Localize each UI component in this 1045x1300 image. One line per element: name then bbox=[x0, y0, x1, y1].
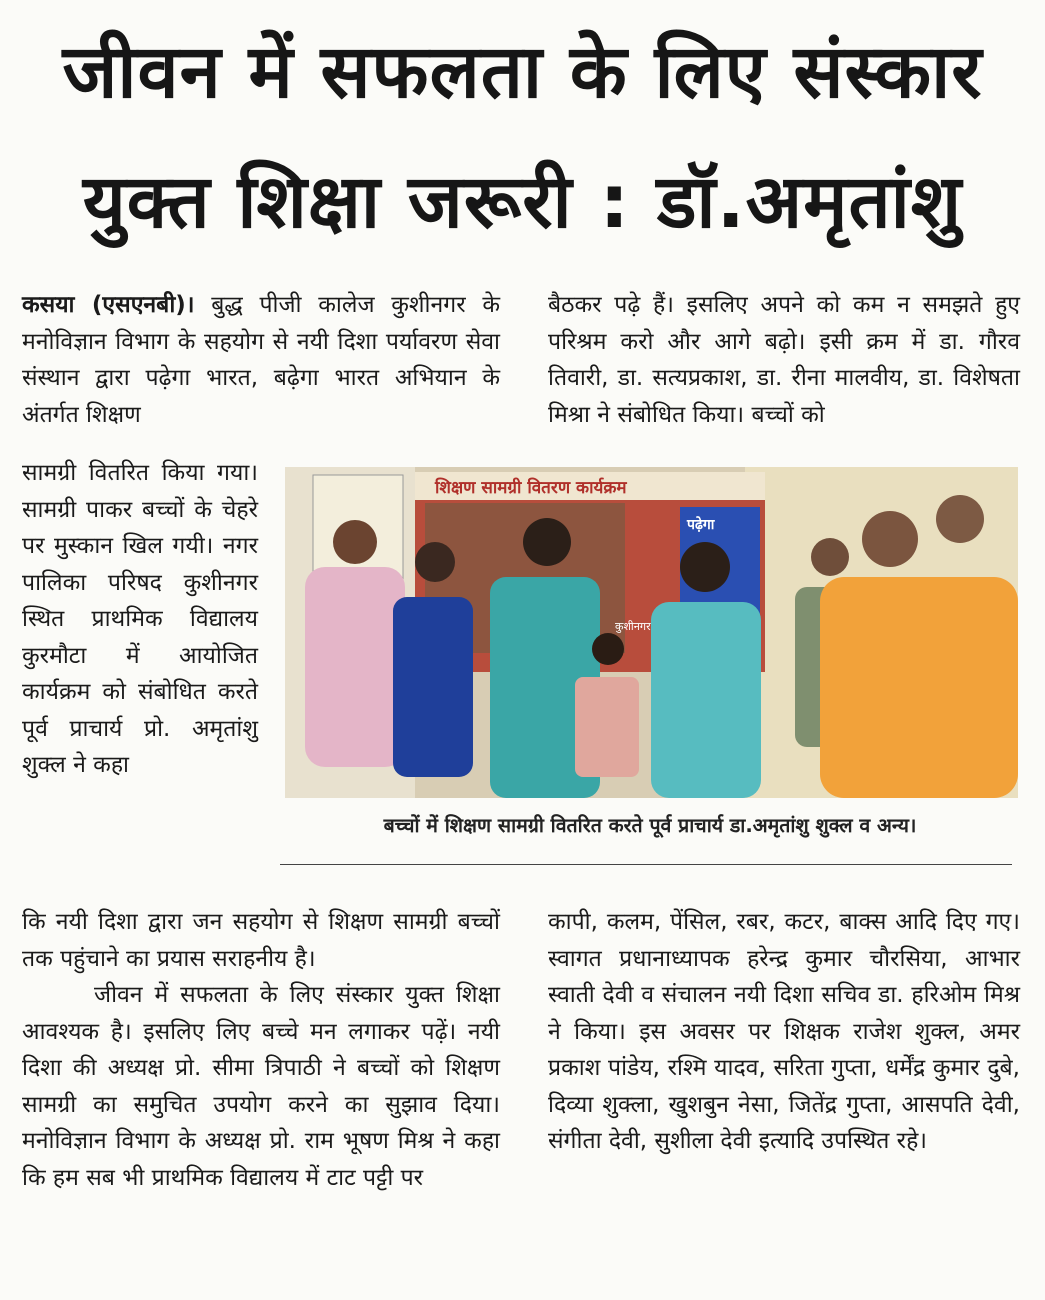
paragraph-1: कि नयी दिशा द्वारा जन सहयोग से शिक्षण सामग्री बच्चों तक पहुंचाने का प्रयास सराहनीय है। bbox=[22, 909, 500, 972]
headline-line-2: युक्त शिक्षा जरूरी : डॉ.अमृतांशु bbox=[82, 159, 963, 245]
article-narrow-column bbox=[22, 455, 258, 784]
photo-caption: बच्चों में शिक्षण सामग्री वितरित करते पूर्व प्राचार्य डा.अमृतांशु शुक्ल व अन्य। bbox=[383, 814, 917, 837]
article-right-top bbox=[548, 287, 1020, 433]
banner-text: शिक्षण सामग्री वितरण कार्यक्रम bbox=[435, 478, 627, 498]
headline-line-1: जीवन में सफलता के लिए संस्कार bbox=[62, 29, 983, 115]
right-bottom-text: कापी, कलम, पेंसिल, रबर, कटर, बाक्स आदि दिए गए। स्वागत प्रधानाध्यापक हरेन्द्र कुमार चौरसिया, आभार स्वाती देवी व संचालन नयी दिशा सचिव डा. हरिओम मिश्र ने किया। इस अवसर पर शिक्षक राजेश शुक्ल, अमर प्रकाश पांडेय, रश्मि यादव, सरिता गुप्ता, धर्मेंद्र कुमार दुबे, दिव्या शुक्ला, खुशबुन नेसा, जितेंद्र गुप्ता, आसपति देवी, संगीता देवी, सुशीला देवी इत्यादि उपस्थित रहे। bbox=[548, 909, 1020, 1154]
banner-location-text: कुशीनगर bbox=[615, 620, 651, 633]
article-right-bottom bbox=[548, 904, 1020, 1160]
paragraph-2: जीवन में सफलता के लिए संस्कार युक्त शिक्षा आवश्यक है। इसलिए लिए बच्चे मन लगाकर पढ़ें। नयी दिशा की अध्यक्ष प्रो. सीमा त्रिपाठी ने बच्चों को शिक्षण सामग्री का समुचित उपयोग करने का सुझाव दिया। मनोविज्ञान विभाग के अध्यक्ष प्रो. राम भूषण मिश्र ने कहा कि हम सब भी प्राथमिक विद्यालय में टाट पट्टी पर bbox=[22, 982, 500, 1191]
dateline: कसया (एसएनबी)। bbox=[22, 292, 195, 318]
event-photo bbox=[285, 467, 1018, 798]
event-photo-illustration bbox=[285, 467, 1018, 798]
narrow-text: सामग्री वितरित किया गया। सामग्री पाकर बच्चों के चेहरे पर मुस्कान खिल गयी। नगर पालिका परिषद कुशीनगर स्थित प्राथमिक विद्यालय कुरमौटा में आयोजित कार्यक्रम को संबोधित करते पूर्व प्राचार्य प्रो. अमृतांशु शुक्ल ने कहा bbox=[22, 460, 258, 778]
lead-text: बुद्ध पीजी कालेज कुशीनगर के मनोविज्ञान विभाग के सहयोग से नयी दिशा पर्यावरण सेवा संस्थान द्वारा पढ़ेगा भारत, बढ़ेगा भारत अभियान के अंतर्गत शिक्षण bbox=[22, 292, 500, 428]
caption-divider bbox=[280, 864, 1012, 865]
article-left-bottom bbox=[22, 904, 500, 1196]
article-left-top bbox=[22, 287, 500, 433]
banner-side-text: पढ़ेगा bbox=[687, 517, 715, 533]
right-top-text: बैठकर पढ़े हैं। इसलिए अपने को कम न समझते हुए परिश्रम करो और आगे बढ़ो। इसी क्रम में डा. गौरव तिवारी, डा. सत्यप्रकाश, डा. रीना मालवीय, डा. विशेषता मिश्रा ने संबोधित किया। बच्चों को bbox=[548, 292, 1020, 428]
